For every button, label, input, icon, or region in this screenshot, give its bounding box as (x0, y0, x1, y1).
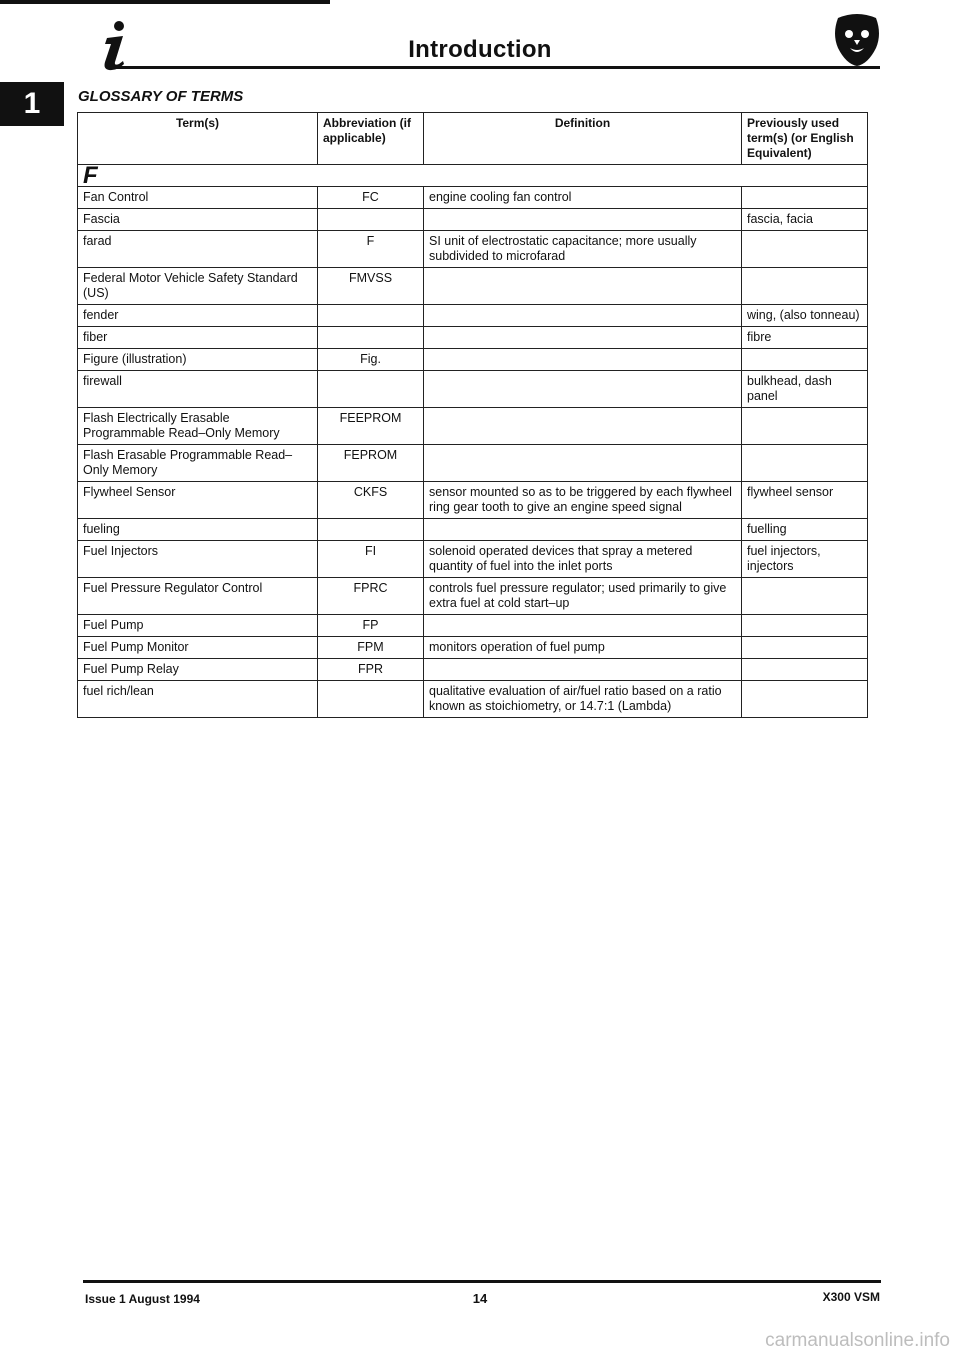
issue-date: Issue 1 August 1994 (85, 1292, 200, 1306)
glossary-definition: controls fuel pressure regulator; used primarily to give extra fuel at cold start–up (424, 578, 742, 615)
glossary-previous-term (742, 231, 868, 268)
glossary-table (77, 112, 868, 718)
column-header-abbreviation: Abbreviation (if applicable) (318, 113, 424, 165)
glossary-definition: sensor mounted so as to be triggered by each flywheel ring gear tooth to give an engine speed signal (424, 482, 742, 519)
glossary-abbreviation: FI (318, 541, 424, 578)
glossary-abbreviation: FPRC (318, 578, 424, 615)
table-row (78, 659, 868, 681)
glossary-definition (424, 371, 742, 408)
glossary-previous-term: fascia, facia (742, 209, 868, 231)
glossary-definition (424, 519, 742, 541)
table-row (78, 231, 868, 268)
glossary-definition: qualitative evaluation of air/fuel ratio based on a ratio known as stoichiometry, or 14.7:1 (Lambda) (424, 681, 742, 718)
table-row (78, 637, 868, 659)
table-row (78, 371, 868, 408)
glossary-term: Fuel Injectors (78, 541, 318, 578)
column-header-definition: Definition (424, 113, 742, 165)
glossary-previous-term (742, 659, 868, 681)
glossary-previous-term (742, 187, 868, 209)
glossary-term: Fuel Pump Monitor (78, 637, 318, 659)
glossary-definition (424, 408, 742, 445)
glossary-previous-term (742, 268, 868, 305)
glossary-term: Fuel Pump (78, 615, 318, 637)
glossary-definition: SI unit of electrostatic capacitance; more usually subdivided to microfarad (424, 231, 742, 268)
glossary-abbreviation: CKFS (318, 482, 424, 519)
section-letter-row (78, 165, 868, 187)
glossary-abbreviation: FEPROM (318, 445, 424, 482)
document-code: X300 VSM (822, 1290, 880, 1304)
glossary-previous-term (742, 681, 868, 718)
glossary-previous-term: fibre (742, 327, 868, 349)
table-row (78, 541, 868, 578)
glossary-previous-term (742, 615, 868, 637)
glossary-term: firewall (78, 371, 318, 408)
page-title: Introduction (408, 36, 552, 63)
table-row (78, 327, 868, 349)
footer-rule (83, 1280, 881, 1283)
glossary-previous-term (742, 578, 868, 615)
table-row (78, 187, 868, 209)
page-number: 14 (472, 1291, 488, 1306)
table-row (78, 615, 868, 637)
glossary-abbreviation (318, 371, 424, 408)
glossary-term: farad (78, 231, 318, 268)
glossary-definition (424, 349, 742, 371)
glossary-term: Fan Control (78, 187, 318, 209)
glossary-definition (424, 305, 742, 327)
table-header-row (78, 113, 868, 165)
glossary-abbreviation: FEEPROM (318, 408, 424, 445)
glossary-abbreviation: Fig. (318, 349, 424, 371)
glossary-term: fender (78, 305, 318, 327)
glossary-abbreviation: FP (318, 615, 424, 637)
column-header-terms: Term(s) (78, 113, 318, 165)
glossary-term: Fascia (78, 209, 318, 231)
table-row (78, 349, 868, 371)
glossary-term: Federal Motor Vehicle Safety Standard (US) (78, 268, 318, 305)
table-row (78, 519, 868, 541)
glossary-abbreviation: FPM (318, 637, 424, 659)
glossary-previous-term: fuelling (742, 519, 868, 541)
watermark: carmanualsonline.info (765, 1330, 950, 1351)
table-row (78, 305, 868, 327)
glossary-definition (424, 327, 742, 349)
table-row (78, 482, 868, 519)
header-rule (110, 66, 880, 69)
glossary-previous-term: wing, (also tonneau) (742, 305, 868, 327)
glossary-previous-term: flywheel sensor (742, 482, 868, 519)
glossary-term: Flash Electrically Erasable Programmable Read–Only Memory (78, 408, 318, 445)
glossary-previous-term (742, 349, 868, 371)
section-letter: F (78, 165, 868, 187)
glossary-definition: monitors operation of fuel pump (424, 637, 742, 659)
glossary-abbreviation (318, 681, 424, 718)
glossary-term: fiber (78, 327, 318, 349)
info-icon (93, 20, 133, 72)
glossary-abbreviation (318, 209, 424, 231)
glossary-abbreviation: FC (318, 187, 424, 209)
glossary-definition: solenoid operated devices that spray a metered quantity of fuel into the inlet ports (424, 541, 742, 578)
glossary-previous-term (742, 445, 868, 482)
glossary-definition (424, 615, 742, 637)
glossary-definition (424, 659, 742, 681)
column-header-previously-used: Previously used term(s) (or English Equivalent) (742, 113, 868, 165)
table-row (78, 681, 868, 718)
glossary-previous-term: fuel injectors, injectors (742, 541, 868, 578)
glossary-abbreviation: FPR (318, 659, 424, 681)
glossary-term: Fuel Pressure Regulator Control (78, 578, 318, 615)
jaguar-head-logo (832, 12, 882, 68)
glossary-abbreviation (318, 519, 424, 541)
glossary-previous-term (742, 408, 868, 445)
top-edge-rule (0, 0, 330, 4)
glossary-abbreviation: FMVSS (318, 268, 424, 305)
glossary-term: fuel rich/lean (78, 681, 318, 718)
table-row (78, 578, 868, 615)
glossary-definition: engine cooling fan control (424, 187, 742, 209)
glossary-abbreviation (318, 305, 424, 327)
glossary-abbreviation: F (318, 231, 424, 268)
table-row (78, 408, 868, 445)
glossary-term: fueling (78, 519, 318, 541)
section-title: GLOSSARY OF TERMS (78, 88, 244, 105)
glossary-term: Fuel Pump Relay (78, 659, 318, 681)
glossary-abbreviation (318, 327, 424, 349)
glossary-definition (424, 209, 742, 231)
table-row (78, 445, 868, 482)
glossary-definition (424, 445, 742, 482)
glossary-previous-term (742, 637, 868, 659)
glossary-definition (424, 268, 742, 305)
glossary-term: Flywheel Sensor (78, 482, 318, 519)
section-number-tab: 1 (0, 82, 64, 126)
table-row (78, 209, 868, 231)
table-row (78, 268, 868, 305)
glossary-term: Flash Erasable Programmable Read–Only Memory (78, 445, 318, 482)
glossary-previous-term: bulkhead, dash panel (742, 371, 868, 408)
glossary-term: Figure (illustration) (78, 349, 318, 371)
